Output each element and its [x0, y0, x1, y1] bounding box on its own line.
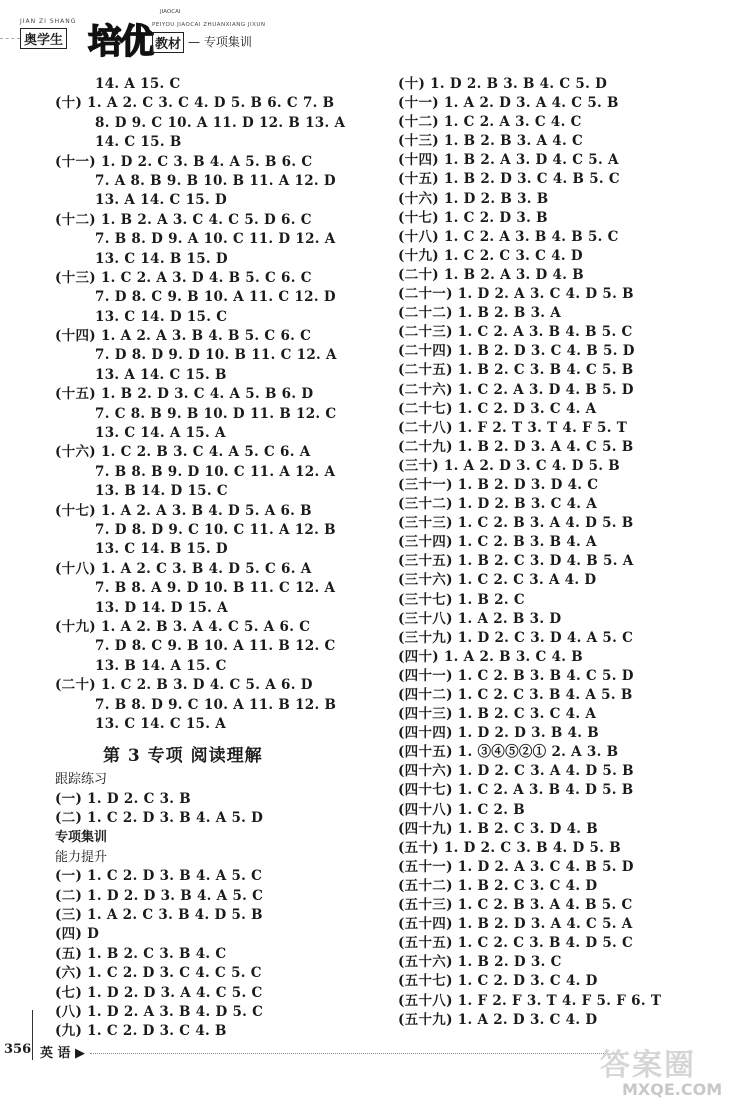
answer-line: (五十九) 1. A 2. D 3. C 4. D [398, 1011, 598, 1028]
watermark [600, 1040, 740, 1100]
answer-line: 13. C 14. B 15. D [95, 541, 228, 558]
answer-line: (四十八) 1. C 2. B [398, 801, 525, 818]
answer-line: (二十七) 1. C 2. D 3. C 4. A [398, 400, 597, 417]
answer-line: 7. D 8. D 9. C 10. C 11. A 12. B [95, 521, 336, 538]
answer-line: (三十一) 1. B 2. D 3. D 4. C [398, 476, 599, 493]
answer-line: (二十) 1. C 2. B 3. D 4. C 5. A 6. D [55, 677, 313, 694]
answer-line: (十) 1. D 2. B 3. B 4. C 5. D [398, 76, 608, 92]
tracking-answer-list [55, 790, 375, 829]
ability-answer-list [55, 867, 375, 1042]
answer-line: (四十九) 1. B 2. C 3. D 4. B [398, 820, 599, 837]
answer-line: (三十六) 1. C 2. C 3. A 4. D [398, 572, 597, 589]
answer-line: (十四) 1. B 2. A 3. D 4. C 5. A [398, 152, 619, 169]
tracking-label: 跟踪练习 [55, 772, 108, 788]
answer-line: (十五) 1. B 2. D 3. C 4. A 5. B 6. D [55, 386, 314, 403]
answer-line: (二十二) 1. B 2. B 3. A [398, 305, 562, 322]
answer-line: (三十五) 1. B 2. C 3. D 4. B 5. A [398, 553, 634, 570]
answer-line: 13. D 14. D 15. A [95, 599, 228, 616]
answer-line: (四十五) 1. ③④⑤②① 2. A 3. B [398, 744, 619, 761]
answer-line: (一) 1. D 2. C 3. B [55, 790, 192, 807]
answer-line: (八) 1. D 2. A 3. B 4. D 5. C [55, 1003, 264, 1020]
logo-box-text: 奥学生 [20, 28, 67, 49]
answer-line: 8. D 9. C 10. A 11. D 12. B 13. A [95, 114, 346, 131]
answer-line: (三十八) 1. A 2. B 3. D [398, 610, 562, 627]
subject-label: 英 语 ▶ [40, 1046, 86, 1061]
answer-line: 14. C 15. B [95, 134, 182, 151]
answer-line: (二十一) 1. D 2. A 3. C 4. D 5. B [398, 286, 634, 303]
answer-line: 13. C 14. B 15. D [95, 250, 228, 267]
answer-line: (十六) 1. D 2. B 3. B [398, 190, 549, 207]
answer-line: (三十七) 1. B 2. C [398, 591, 525, 608]
answer-line: 7. B 8. D 9. C 10. A 11. B 12. B [95, 696, 337, 713]
answer-line: 13. C 14. D 15. C [95, 308, 228, 325]
answer-line: (十三) 1. C 2. A 3. D 4. B 5. C 6. C [55, 269, 312, 286]
watermark-top: 答案圈 [600, 1048, 696, 1083]
answer-line: (四十三) 1. B 2. C 3. C 4. A [398, 706, 597, 723]
answer-line: (三) 1. A 2. C 3. B 4. D 5. B [55, 907, 263, 924]
answer-line: 7. B 8. D 9. A 10. C 11. D 12. A [95, 231, 336, 248]
answer-line: (二十九) 1. B 2. D 3. A 4. C 5. B [398, 438, 634, 455]
answer-line: (二十) 1. B 2. A 3. D 4. B [398, 266, 584, 283]
answer-line: (十二) 1. B 2. A 3. C 4. C 5. D 6. C [55, 211, 312, 228]
answer-line: (十一) 1. A 2. D 3. A 4. C 5. B [398, 95, 619, 112]
answer-line: (十二) 1. C 2. A 3. C 4. C [398, 114, 582, 131]
answer-line: (五十一) 1. D 2. A 3. C 4. B 5. D [398, 858, 634, 875]
header-logo [0, 0, 270, 62]
answer-line: (四十一) 1. C 2. B 3. B 4. C 5. D [398, 667, 634, 684]
answer-line: (四) D [55, 926, 100, 943]
answer-line: (二十六) 1. C 2. A 3. D 4. B 5. D [398, 381, 634, 398]
answer-line: (四十四) 1. D 2. D 3. B 4. B [398, 725, 599, 742]
answer-line: (十三) 1. B 2. B 3. A 4. C [398, 133, 583, 150]
answer-line: (十九) 1. A 2. B 3. A 4. C 5. A 6. C [55, 618, 311, 635]
left-answer-list [55, 75, 375, 734]
logo-pinyin-top: JIAOCAI [160, 9, 181, 15]
answer-line: (二) 1. C 2. D 3. B 4. A 5. D [55, 810, 264, 827]
answer-line: (二十五) 1. B 2. C 3. B 4. C 5. B [398, 362, 634, 379]
answer-line: 7. C 8. B 9. B 10. D 11. B 12. C [95, 405, 337, 422]
answer-line: (十六) 1. C 2. B 3. C 4. A 5. C 6. A [55, 444, 311, 461]
answer-line: (十八) 1. C 2. A 3. B 4. B 5. C [398, 228, 619, 245]
answer-line: (五十六) 1. B 2. D 3. C [398, 954, 562, 971]
answer-line: (九) 1. C 2. D 3. C 4. B [55, 1023, 227, 1040]
answer-line: 13. B 14. D 15. C [95, 483, 228, 500]
answer-line: (十九) 1. C 2. C 3. C 4. D [398, 247, 583, 264]
answer-line: 7. D 8. D 9. D 10. B 11. C 12. A [95, 347, 337, 364]
answer-line: (五) 1. B 2. C 3. B 4. C [55, 945, 227, 962]
logo-title: 培优 [88, 22, 152, 62]
answer-line: (十五) 1. B 2. D 3. C 4. B 5. C [398, 171, 620, 188]
logo-tag: 教材 [152, 32, 184, 53]
answer-line: (五十二) 1. B 2. C 3. C 4. D [398, 877, 598, 894]
footer-rule [90, 1053, 620, 1054]
answer-line: (三十三) 1. C 2. B 3. A 4. D 5. B [398, 515, 634, 532]
answer-line: (十七) 1. A 2. A 3. B 4. D 5. A 6. B [55, 502, 312, 519]
answer-line: (十四) 1. A 2. A 3. B 4. B 5. C 6. C [55, 328, 312, 345]
answer-line: (四十二) 1. C 2. C 3. B 4. A 5. B [398, 687, 633, 703]
logo-subtitle: — 专项集训 [188, 35, 252, 49]
answer-line: 13. A 14. C 15. B [95, 366, 227, 383]
answer-line: (四十七) 1. C 2. A 3. B 4. D 5. B [398, 782, 634, 799]
answer-line: 7. B 8. B 9. D 10. C 11. A 12. A [95, 463, 336, 480]
answer-line: (一) 1. C 2. D 3. B 4. A 5. C [55, 868, 263, 885]
right-column [398, 75, 728, 1030]
answer-line: (二) 1. D 2. D 3. B 4. A 5. C [55, 887, 264, 904]
answer-line: (五十七) 1. C 2. D 3. C 4. D [398, 973, 598, 990]
left-column [55, 75, 375, 1042]
page-number: 356 [4, 1042, 32, 1057]
answer-line: (三十) 1. A 2. D 3. C 4. D 5. B [398, 457, 620, 474]
answer-line: (四十) 1. A 2. B 3. C 4. B [398, 648, 583, 665]
answer-line: (二十三) 1. C 2. A 3. B 4. B 5. C [398, 324, 633, 341]
logo-pinyin-small: JIAN ZI SHANG [20, 18, 77, 25]
logo-pinyin: PEIYOU JIAOCAI ZHUANXIANG JIXUN [152, 22, 266, 28]
answer-line: (五十) 1. D 2. C 3. B 4. D 5. B [398, 839, 621, 856]
answer-line: (五十五) 1. C 2. C 3. B 4. D 5. C [398, 935, 634, 952]
section-title: 第 3 专项 阅读理解 [103, 746, 263, 767]
answer-line: 14. A 15. C [95, 76, 181, 92]
training-label: 专项集训 [55, 830, 108, 846]
header-divider [0, 38, 20, 39]
answer-line: (十一) 1. D 2. C 3. B 4. A 5. B 6. C [55, 153, 313, 170]
watermark-bottom: MXQE.COM [622, 1080, 723, 1099]
ability-label: 能力提升 [55, 849, 108, 865]
answer-line: (三十四) 1. C 2. B 3. B 4. A [398, 534, 597, 551]
answer-line: (五十三) 1. C 2. B 3. A 4. B 5. C [398, 897, 633, 914]
answer-line: 7. D 8. C 9. B 10. A 11. C 12. D [95, 289, 336, 306]
answer-line: (七) 1. D 2. D 3. A 4. C 5. C [55, 984, 263, 1001]
answer-line: (十七) 1. C 2. D 3. B [398, 209, 548, 226]
answer-line: 13. C 14. C 15. A [95, 715, 227, 732]
answer-line: (三十九) 1. D 2. C 3. D 4. A 5. C [398, 629, 634, 646]
right-answer-list [398, 75, 728, 1030]
answer-line: 13. B 14. A 15. C [95, 657, 227, 674]
answer-line: (五十八) 1. F 2. F 3. T 4. F 5. F 6. T [398, 992, 662, 1009]
answer-line: (四十六) 1. D 2. C 3. A 4. D 5. B [398, 763, 634, 780]
answer-line: (二十四) 1. B 2. D 3. C 4. B 5. D [398, 343, 635, 360]
answer-line: 7. D 8. C 9. B 10. A 11. B 12. C [95, 638, 336, 655]
answer-line: 7. B 8. A 9. D 10. B 11. C 12. A [95, 580, 336, 597]
answer-line: 13. A 14. C 15. D [95, 192, 227, 209]
answer-line: 7. A 8. B 9. B 10. B 11. A 12. D [95, 172, 336, 189]
answer-line: (六) 1. C 2. D 3. C 4. C 5. C [55, 965, 262, 982]
answer-line: (十八) 1. A 2. C 3. B 4. D 5. C 6. A [55, 560, 312, 577]
answer-line: (五十四) 1. B 2. D 3. A 4. C 5. A [398, 916, 633, 933]
answer-line: 13. C 14. A 15. A [95, 425, 226, 442]
answer-line: (二十八) 1. F 2. T 3. T 4. F 5. T [398, 419, 628, 436]
answer-line: (三十二) 1. D 2. B 3. C 4. A [398, 496, 598, 513]
answer-line: (十) 1. A 2. C 3. C 4. D 5. B 6. C 7. B [55, 95, 335, 112]
